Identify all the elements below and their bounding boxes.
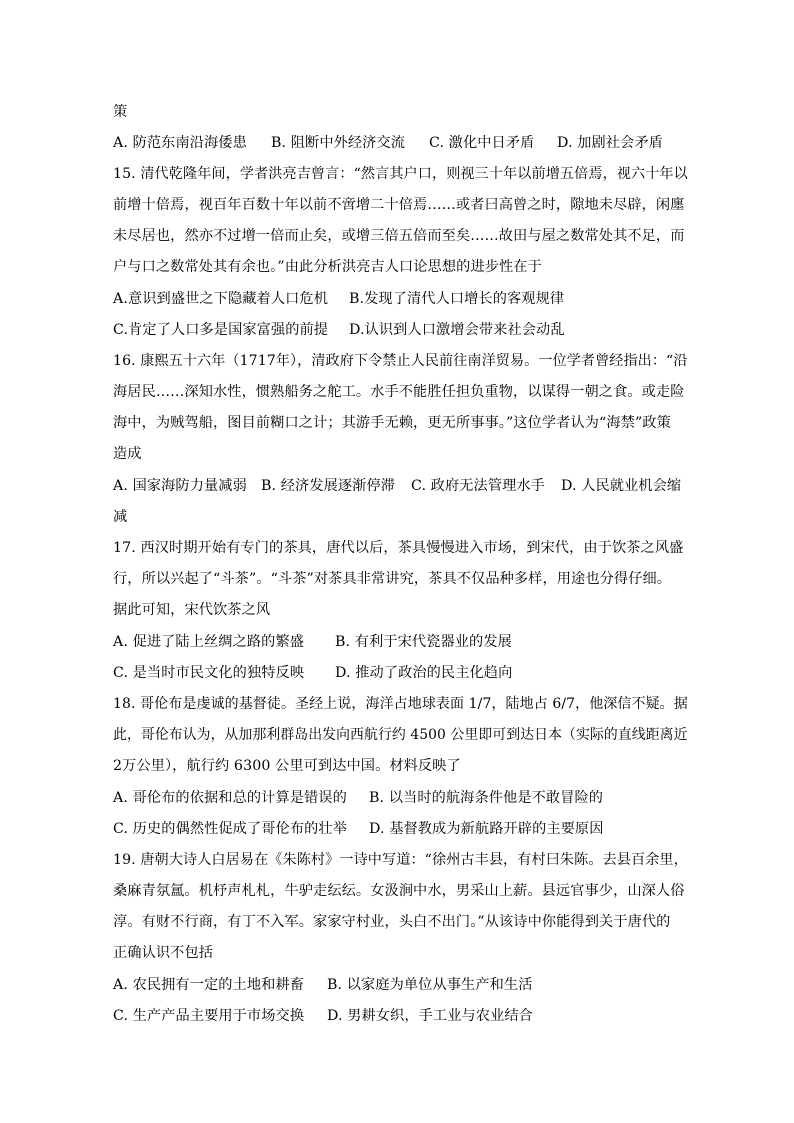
option-c: C. 是当时市民文化的独特反映 (113, 665, 305, 681)
question-stem-line: 桑麻青氛氲。机杼声札札，牛驴走纭纭。女汲涧中水，男采山上薪。县远官事少，山深人俗 (113, 883, 685, 899)
option-a: A. 哥伦布的依据和总的计算是错误的 (113, 790, 347, 806)
question-options (113, 289, 688, 309)
option-d: D.认识到人口激增会带来社会动乱 (349, 322, 565, 338)
option-c: C. 历史的偶然性促成了哥伦布的壮举 (113, 821, 347, 837)
option-d: D. 人民就业机会缩 (561, 478, 682, 494)
option-b: B. 阻断中外经济交流 (271, 135, 406, 151)
question-stem-line: 19. 唐朝大诗人白居易在《朱陈村》一诗中写道：“徐州古丰县，有村曰朱陈。去县百余里， (113, 852, 688, 868)
question-stem-line: 17. 西汉时期开始有专门的茶具，唐代以后，茶具慢慢进入市场，到宋代，由于饮茶之风盛 (113, 540, 684, 556)
option-d: D. 推动了政治的民主化趋向 (335, 665, 513, 681)
question-stem-line: 海居民……深知水性，惯熟船务之舵工。水手不能胜任担负重物，以谋得一朝之食。或走险 (113, 384, 685, 400)
question-fragment-tail: 策 (113, 104, 128, 120)
question-stem-line: 造成 (113, 446, 142, 462)
option-a: A. 农民拥有一定的土地和耕畜 (113, 977, 305, 993)
option-d-wrap: 减 (113, 509, 128, 525)
option-b: B. 经济发展逐渐停滞 (261, 478, 396, 494)
option-b: B. 有利于宋代瓷器业的发展 (335, 634, 512, 650)
question-stem-line: 正确认识不包括 (113, 945, 214, 961)
question-stem-line: 前增十倍焉，视百年百数十年以前不啻增二十倍焉……或者曰高曾之时，隙地未尽辟，闲廛 (113, 197, 685, 213)
question-stem-line: 户与口之数常处其有余也。”由此分析洪亮吉人口论思想的进步性在于 (113, 259, 542, 275)
option-a: A. 防范东南沿海倭患 (113, 135, 247, 151)
question-stem-line: 2万公里），航行约 6300 公里可到达中国。材料反映了 (113, 758, 461, 774)
question-stem-line: 海中，为贼驾船，图目前糊口之计；其游手无赖，更无所事事。”这位学者认为“海禁”政策 (113, 415, 671, 431)
option-a: A.意识到盛世之下隐藏着人口危机 (113, 291, 328, 307)
question-options (113, 476, 688, 496)
question-options (113, 788, 688, 808)
question-options (113, 663, 688, 683)
option-c: C. 激化中日矛盾 (429, 135, 535, 151)
option-b: B.发现了清代人口增长的客观规律 (349, 291, 565, 307)
question-stem-line: 此，哥伦布认为，从加那利群岛出发向西航行约 4500 公里即可到达日本（实际的直线距离近 (113, 727, 688, 743)
question-options (113, 819, 688, 839)
option-d: D. 加剧社会矛盾 (557, 135, 663, 151)
option-d: D. 基督教成为新航路开辟的主要原因 (369, 821, 604, 837)
question-stem-line: 淳。有财不行商，有丁不入军。家家守村业，头白不出门。”从该诗中你能得到关于唐代的 (113, 914, 671, 930)
option-a: A. 促进了陆上丝绸之路的繁盛 (113, 634, 305, 650)
question-options (113, 975, 688, 995)
question-options (113, 632, 688, 652)
option-b: B. 以当时的航海条件他是不敢冒险的 (369, 790, 604, 806)
question-stem-line: 据此可知，宋代饮茶之风 (113, 602, 271, 618)
option-d: D. 男耕女织，手工业与农业结合 (327, 1008, 533, 1024)
option-c: C. 生产产品主要用于市场交换 (113, 1008, 305, 1024)
question-stem-line: 行，所以兴起了“斗茶”。“斗茶”对茶具非常讲究，茶具不仅品种多样，用途也分得仔细。 (113, 571, 672, 587)
question-options (113, 320, 688, 340)
option-a: A. 国家海防力量减弱 (113, 478, 247, 494)
question-stem-line: 未尽居也，然亦不过增一倍而止矣，或增三倍五倍而至矣……故田与屋之数常处其不足，而 (113, 228, 685, 244)
option-c: C.肯定了人口多是国家富强的前提 (113, 322, 329, 338)
question-stem-line: 15. 清代乾隆年间，学者洪亮吉曾言：“然言其户口，则视三十年以前增五倍焉，视六十年以 (113, 166, 688, 182)
question-stem-line: 16. 康熙五十六年（1717年），清政府下令禁止人民前往南洋贸易。一位学者曾经指出：“沿 (113, 353, 688, 369)
option-b: B. 以家庭为单位从事生产和生活 (327, 977, 533, 993)
question-options (113, 1006, 688, 1026)
fragment-options (113, 133, 688, 153)
option-c: C. 政府无法管理水手 (411, 478, 545, 494)
question-stem-line: 18. 哥伦布是虔诚的基督徒。圣经上说，海洋占地球表面 1/7，陆地占 6/7，他深信不疑。据 (113, 696, 688, 712)
